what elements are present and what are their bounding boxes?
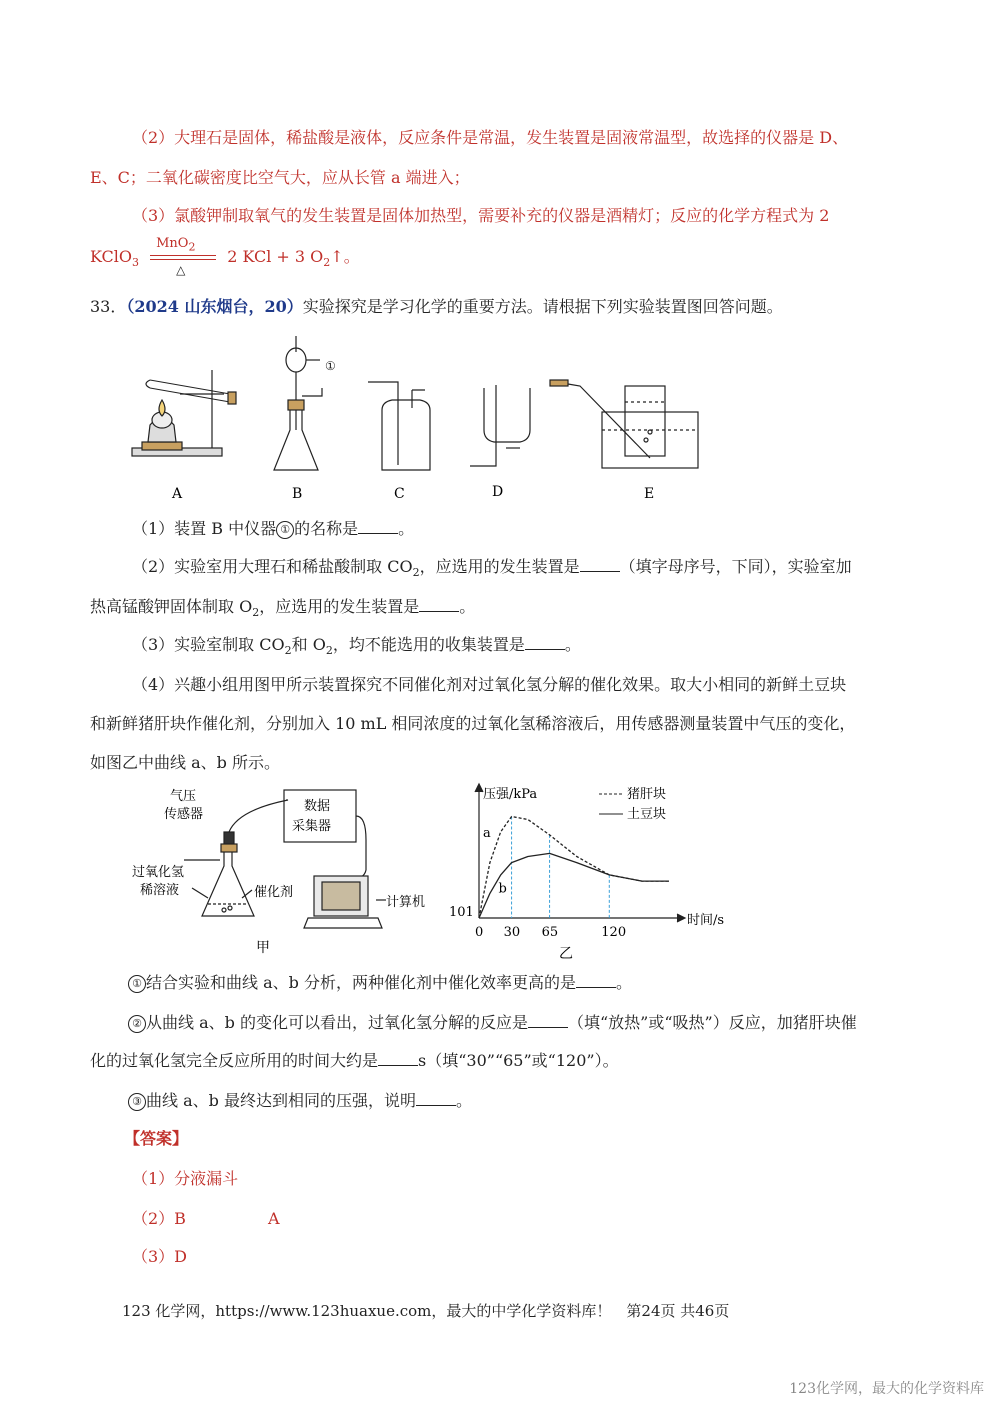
label-sensor-2: 传感器 xyxy=(164,807,204,822)
caption-jia: 甲 xyxy=(256,940,270,956)
label-computer: 计算机 xyxy=(386,895,426,910)
prev-answer-p2-line1: （2）大理石是固体，稀盐酸是液体，反应条件是常温，发生装置是固液常温型，故选择的仪器是 D、 xyxy=(132,128,849,147)
label-a: A xyxy=(172,486,183,502)
eq-condition: MnO$_2$ △ xyxy=(150,247,216,269)
eq-reactant-sub: 3 xyxy=(132,256,139,270)
label-collector-2: 采集器 xyxy=(292,819,332,834)
label-d: D xyxy=(492,484,504,500)
x-tick-label: 0 xyxy=(475,925,484,940)
label-e: E xyxy=(644,486,655,502)
q2-line1: （2）实验室用大理石和稀盐酸制取 $CO_2$，应选用的发生装置是 （填字母序号，下同），实验室加 xyxy=(132,557,852,580)
sub-question-3: ③ 曲线 a、b 最终达到相同的压强，说明 。 xyxy=(128,1090,472,1112)
x-tick-label: 65 xyxy=(541,925,559,940)
x-axis-label: 时间/s xyxy=(687,913,725,928)
legend-series-a: 猪肝块 xyxy=(627,787,667,802)
answer-2-b: A xyxy=(268,1209,280,1228)
chart-axes xyxy=(475,784,685,922)
pressure-chart xyxy=(445,778,745,964)
q3-blank[interactable] xyxy=(525,635,565,650)
page-footer: 123 化学网，https://www.123huaxue.com，最大的中学化学资料库！ 第24页 共46页 xyxy=(122,1302,730,1320)
label-sensor-1: 气压 xyxy=(170,789,197,804)
apparatus-a xyxy=(132,370,236,456)
question-source: （2024 山东烟台，20） xyxy=(126,297,303,316)
question-stem: 实验探究是学习化学的重要方法。请根据下列实验装置图回答问题。 xyxy=(302,297,783,316)
label-b: B xyxy=(292,486,303,502)
prev-answer-p2-line2: E、C；二氧化碳密度比空气大，应从长管 a 端进入； xyxy=(90,168,470,187)
x-tick-label: 30 xyxy=(503,925,521,940)
chart-legend xyxy=(599,786,666,822)
figure-jia xyxy=(128,780,438,960)
sub2-blank-2[interactable] xyxy=(378,1051,418,1066)
sub3-blank[interactable] xyxy=(416,1091,456,1106)
y-tick-label: 101 xyxy=(449,905,474,920)
apparatus-b xyxy=(274,336,336,470)
answer-1: （1）分液漏斗 xyxy=(132,1169,239,1188)
q2-line2: 热高锰酸钾固体制取 $O_2$，应选用的发生装置是 。 xyxy=(90,597,476,620)
caption-yi: 乙 xyxy=(559,946,573,962)
q2-blank-1[interactable] xyxy=(580,557,620,572)
label-catalyst: 催化剂 xyxy=(254,885,294,900)
sub2-blank-1[interactable] xyxy=(528,1013,568,1028)
chart-series xyxy=(479,817,669,919)
q4-line3: 如图乙中曲线 a、b 所示。 xyxy=(90,753,280,772)
x-tick-label: 120 xyxy=(601,925,627,940)
label-solution-1: 过氧化氢 xyxy=(132,865,185,880)
apparatus-e xyxy=(550,380,698,468)
apparatus-d xyxy=(470,385,530,466)
eq-catalyst: MnO xyxy=(156,235,189,251)
sub-question-1: ① 结合实验和曲线 a、b 分析，两种催化剂中催化效率更高的是 。 xyxy=(128,972,632,994)
q1: （1）装置 B 中仪器 ① 的名称是 。 xyxy=(132,519,415,538)
question-header xyxy=(90,296,783,318)
chemical-equation: KClO$_3$ MnO$_2$ △ 2 KCl + 3 $O_2↑$。 xyxy=(90,246,360,274)
watermark: 123化学网，最大的化学资料库 xyxy=(789,1381,984,1397)
q1-blank[interactable] xyxy=(358,519,398,534)
sub-question-2-line1: ② 从曲线 a、b 的变化可以看出，过氧化氢分解的反应是 （填“放热”或“吸热”）反应，加猪肝块催 xyxy=(128,1012,857,1034)
q4-line2: 和新鲜猪肝块作催化剂，分别加入 10 mL 相同浓度的过氧化氢稀溶液后，用传感器测量装置中气压的变化， xyxy=(90,714,856,733)
q2-blank-2[interactable] xyxy=(419,597,459,612)
label-collector-1: 数据 xyxy=(304,799,331,814)
sub-question-2-line2: 化的过氧化氢完全反应所用的时间大约是 s（填“30”“65”或“120”）。 xyxy=(90,1051,619,1070)
apparatus-c xyxy=(368,382,430,470)
series-line-b xyxy=(479,853,669,918)
q4-line1: （4）兴趣小组用图甲所示装置探究不同催化剂对过氧化氢分解的催化效果。取大小相同的新鲜土豆块 xyxy=(132,675,847,694)
label-c: C xyxy=(394,486,405,502)
question-number: 33． xyxy=(90,297,127,316)
q3: （3）实验室制取 $CO_2$和 $O_2$，均不能选用的收集装置是 。 xyxy=(132,635,581,658)
answer-heading: 【答案】 xyxy=(124,1129,189,1148)
sub1-blank[interactable] xyxy=(576,973,616,988)
eq-product: 2 KCl + 3 O xyxy=(227,247,324,266)
curve-label-a: a xyxy=(483,825,491,841)
curve-label-b: b xyxy=(498,881,507,897)
y-axis-label: 压强/kPa xyxy=(483,787,538,802)
apparatus-figure xyxy=(120,330,720,510)
eq-reactant: KClO xyxy=(90,247,132,266)
answer-3: （3）D xyxy=(132,1247,188,1266)
prev-answer-p3-line1: （3）氯酸钾制取氧气的发生装置是固体加热型，需要补充的仪器是酒精灯；反应的化学方程式为 2 xyxy=(132,206,830,225)
chart-ticks xyxy=(449,905,626,940)
label-solution-2: 稀溶液 xyxy=(140,883,180,898)
legend-series-b: 土豆块 xyxy=(627,807,667,822)
answer-2: （2）B xyxy=(132,1209,186,1228)
eq-heat-symbol: △ xyxy=(176,262,186,277)
funnel-marker-label: ① xyxy=(325,359,336,373)
